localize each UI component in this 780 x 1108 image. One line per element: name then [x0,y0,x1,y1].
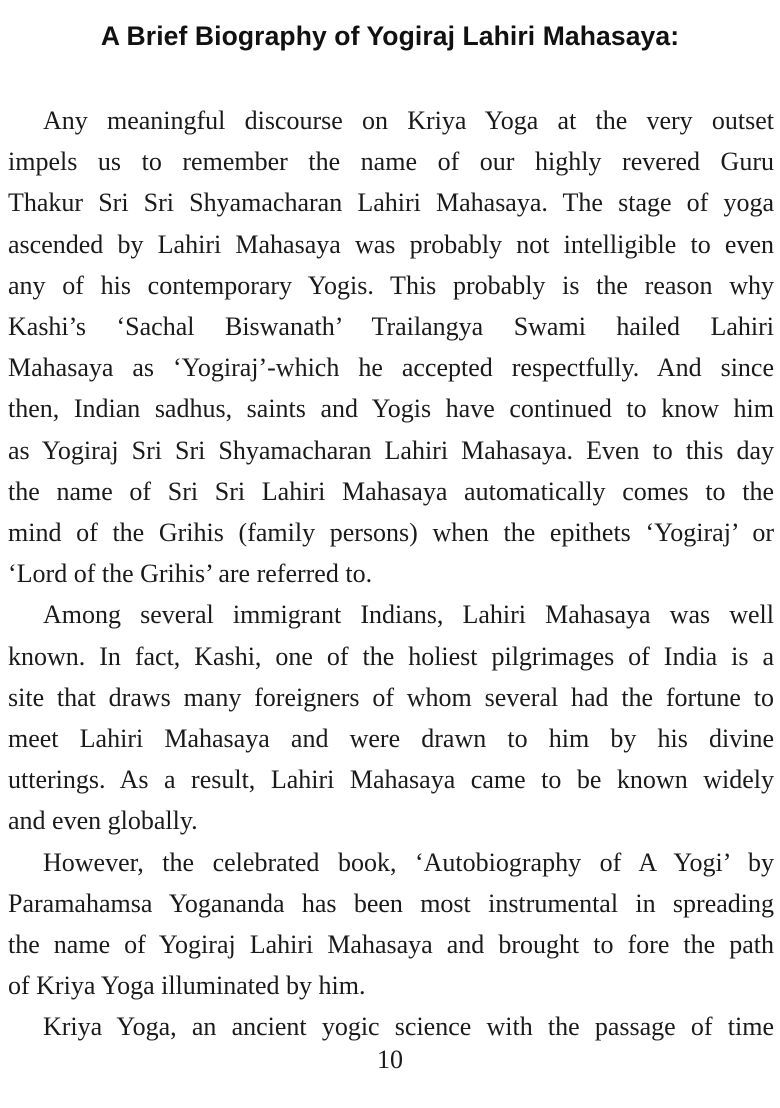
text-line: site that draws many foreigners of whom several had the fortune to [8,682,774,712]
text-line: ascended by Lahiri Mahasaya was probably not intelligible to even [8,229,774,259]
text-line: the name of Yogiraj Lahiri Mahasaya and brought to fore the path [8,930,774,960]
text-line: Among several immigrant Indians, Lahiri Mahasaya was well [43,600,774,630]
paragraph-2 [8,594,774,841]
paragraph-1 [8,100,774,594]
text-line: Any meaningful discourse on Kriya Yoga at the very outset [43,106,774,135]
body-text [8,100,774,1048]
text-line: then, Indian sadhus, saints and Yogis have continued to know him [8,394,774,424]
page-title: A Brief Biography of Yogiraj Lahiri Mahasaya: [100,21,680,51]
text-line: meet Lahiri Mahasaya and were drawn to him by his divine [8,724,774,754]
text-line: the name of Sri Sri Lahiri Mahasaya automatically comes to the [8,476,774,506]
page-number: 10 [377,1045,403,1074]
text-line: Kriya Yoga, an ancient yogic science with the passage of time [43,1012,774,1042]
text-line: Paramahamsa Yogananda has been most instrumental in spreading [8,888,774,918]
text-line: utterings. As a result, Lahiri Mahasaya came to be known widely [8,765,774,795]
text-line: known. In fact, Kashi, one of the holiest pilgrimages of India is a [8,641,774,671]
text-line: Thakur Sri Sri Shyamacharan Lahiri Mahasaya. The stage of yoga [8,188,774,218]
text-line: any of his contemporary Yogis. This probably is the reason why [8,270,774,300]
text-line: Mahasaya as ‘Yogiraj’-which he accepted respectfully. And since [8,353,774,383]
text-line: as Yogiraj Sri Sri Shyamacharan Lahiri Mahasaya. Even to this day [8,435,774,465]
text-line: of Kriya Yoga illuminated by him. [8,971,366,1001]
text-line: However, the celebrated book, ‘Autobiography of A Yogi’ by [43,847,774,877]
text-line: Kashi’s ‘Sachal Biswanath’ Trailangya Swami hailed Lahiri [8,312,774,342]
text-line: and even globally. [8,806,198,836]
text-line: impels us to remember the name of our highly revered Guru [8,147,774,177]
text-line: ‘Lord of the Grihis’ are referred to. [8,559,373,589]
paragraph-3 [8,842,774,1007]
text-line: mind of the Grihis (family persons) when the epithets ‘Yogiraj’ or [8,518,774,548]
